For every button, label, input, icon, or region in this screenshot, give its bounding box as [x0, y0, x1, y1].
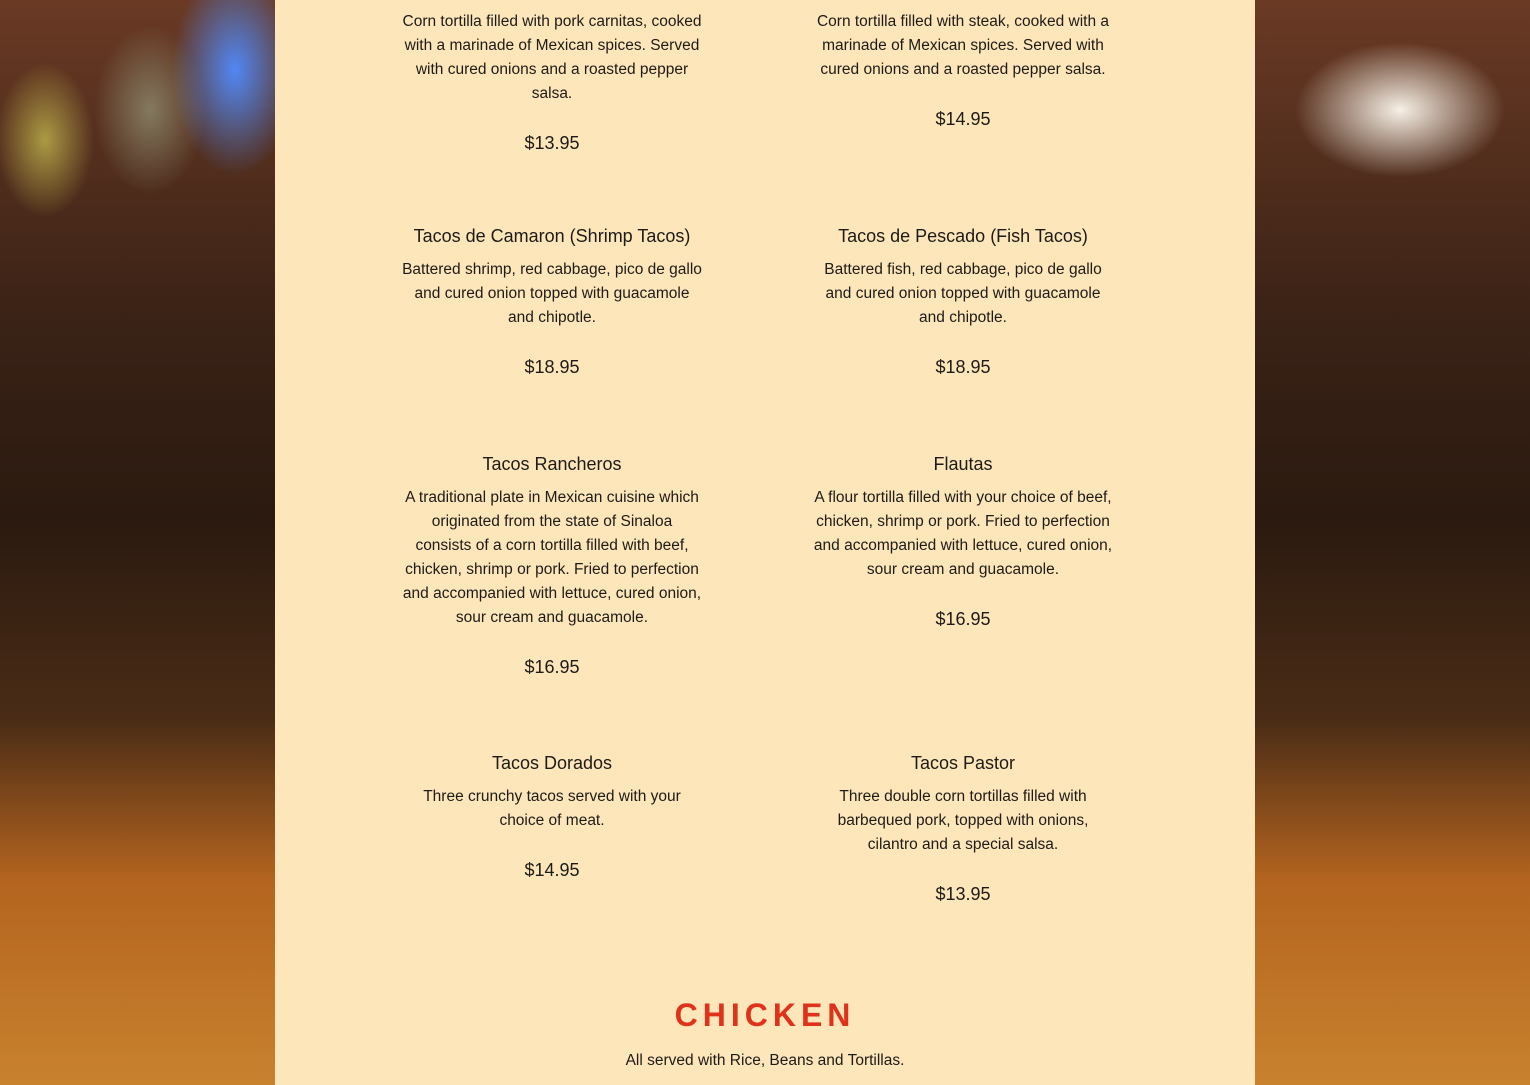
menu-item-description: Battered fish, red cabbage, pico de gallo and cured onion topped with guacamole and chipotle. [824, 261, 1102, 326]
menu-item-carnitas [402, 10, 702, 155]
menu-item-steak [813, 10, 1113, 131]
menu-item-description: A traditional plate in Mexican cuisine which originated from the state of Sinaloa consists of a corn tortilla filled with beef, chicken, shrimp or pork. Fried to perfection and accompanied with lettuce, cured onion, sour cream and guacamole. [402, 489, 702, 626]
menu-item-description: Corn tortilla filled with steak, cooked with a marinade of Mexican spices. Served with cured onions and a roasted pepper salsa. [816, 13, 1110, 78]
menu-item-name: Tacos Pastor [910, 753, 1016, 773]
menu-item-price: $16.95 [935, 609, 991, 629]
menu-item-description: Battered shrimp, red cabbage, pico de gallo and cured onion topped with guacamole and chipotle. [402, 261, 702, 326]
menu-item-tacos-pastor [813, 751, 1113, 906]
menu-item-description: Three double corn tortillas filled with barbequed pork, topped with onions, cilantro and a special salsa. [837, 788, 1089, 853]
menu-item-price: $13.95 [524, 133, 580, 153]
section-subtitle: All served with Rice, Beans and Tortillas. [625, 1052, 905, 1069]
menu-item-price: $14.95 [935, 109, 991, 129]
menu-item-description: Corn tortilla filled with pork carnitas, cooked with a marinade of Mexican spices. Served with cured onions and a roasted pepper salsa. [402, 13, 702, 102]
menu-panel [275, 0, 1255, 1085]
menu-item-flautas [813, 452, 1113, 631]
menu-item-name: Flautas [933, 454, 993, 474]
menu-item-name: Tacos de Pescado (Fish Tacos) [838, 226, 1088, 246]
menu-item-price: $18.95 [935, 357, 991, 377]
menu-item-tacos-rancheros [402, 452, 702, 679]
menu-item-name: Tacos de Camaron (Shrimp Tacos) [413, 226, 691, 246]
menu-item-name: Tacos Rancheros [482, 454, 622, 474]
menu-item-fish-tacos [813, 224, 1113, 379]
menu-item-description: Three crunchy tacos served with your choice of meat. [423, 788, 681, 829]
menu-item-price: $18.95 [524, 357, 580, 377]
menu-item-tacos-dorados [402, 751, 702, 882]
menu-item-shrimp-tacos [402, 224, 702, 379]
menu-item-price: $14.95 [524, 860, 580, 880]
menu-item-price: $16.95 [524, 657, 580, 677]
menu-item-description: A flour tortilla filled with your choice of beef, chicken, shrimp or pork. Fried to perfection and accompanied with lettuce, cured onion, sour cream and guacamole. [813, 489, 1113, 578]
section-title: CHICKEN [674, 997, 856, 1033]
menu-item-price: $13.95 [935, 884, 991, 904]
menu-item-name: Tacos Dorados [491, 753, 613, 773]
